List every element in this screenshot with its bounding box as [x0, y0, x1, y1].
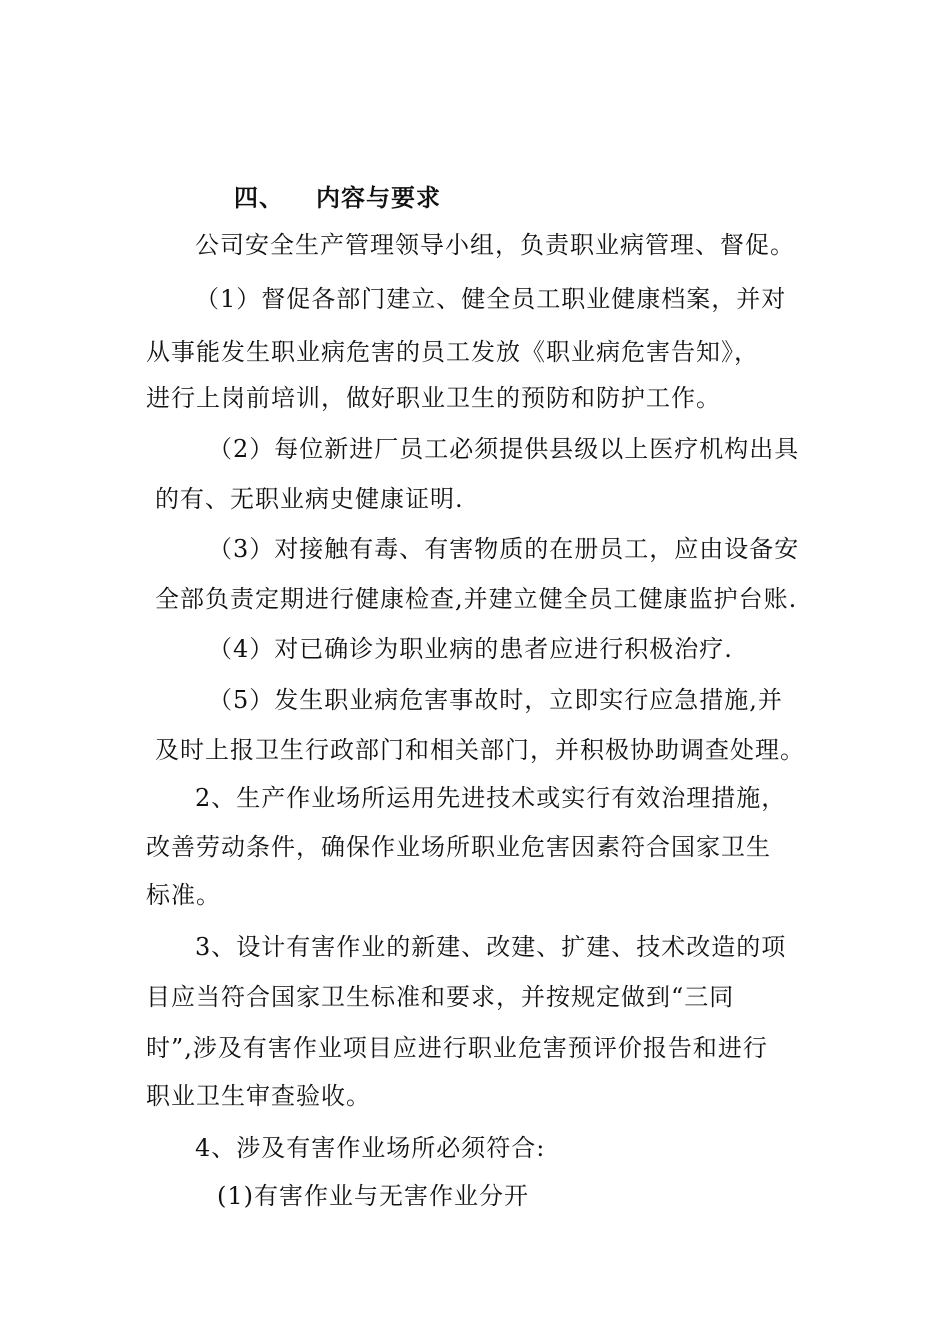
paragraph-line: 从事能发生职业病危害的员工发放《职业病危害告知》，	[146, 338, 759, 366]
paragraph-line: 进行上岗前培训，做好职业卫生的预防和防护工作。	[146, 384, 721, 412]
paragraph-line: （2）每位新进厂员工必须提供县级以上医疗机构出具	[208, 435, 800, 463]
paragraph-line: 2、生产作业场所运用先进技术或实行有效治理措施，	[195, 784, 787, 812]
paragraph-line: 全部负责定期进行健康检查,并建立健全员工健康监护台账.	[155, 585, 798, 613]
paragraph-line: 的有、无职业病史健康证明.	[155, 485, 464, 513]
section-number: 四、	[234, 184, 284, 212]
paragraph-line: 改善劳动条件，确保作业场所职业危害因素符合国家卫生	[146, 833, 771, 861]
section-heading	[234, 183, 441, 213]
section-title: 内容与要求	[316, 184, 441, 212]
paragraph-line: （4）对已确诊为职业病的患者应进行积极治疗.	[208, 635, 733, 663]
paragraph-line: 时”,涉及有害作业项目应进行职业危害预评价报告和进行	[146, 1034, 768, 1062]
paragraph-line: 3、设计有害作业的新建、改建、扩建、技术改造的项	[195, 933, 787, 961]
paragraph-line: （3）对接触有毒、有害物质的在册员工，应由设备安	[208, 535, 800, 563]
paragraph-line: 及时上报卫生行政部门和相关部门，并积极协助调查处理。	[155, 736, 805, 764]
paragraph-line: 目应当符合国家卫生标准和要求，并按规定做到“三同	[146, 983, 735, 1011]
paragraph-line: （1）督促各部门建立、健全员工职业健康档案，并对	[195, 285, 787, 313]
paragraph-line: 公司安全生产管理领导小组，负责职业病管理、督促。	[195, 231, 795, 259]
paragraph-line: （5）发生职业病危害事故时，立即实行应急措施,并	[208, 686, 783, 714]
paragraph-line: 职业卫生审查验收。	[146, 1082, 371, 1110]
paragraph-line: (1)有害作业与无害作业分开	[217, 1182, 529, 1210]
paragraph-line: 标准。	[146, 881, 221, 909]
paragraph-line: 4、涉及有害作业场所必须符合:	[195, 1134, 546, 1162]
